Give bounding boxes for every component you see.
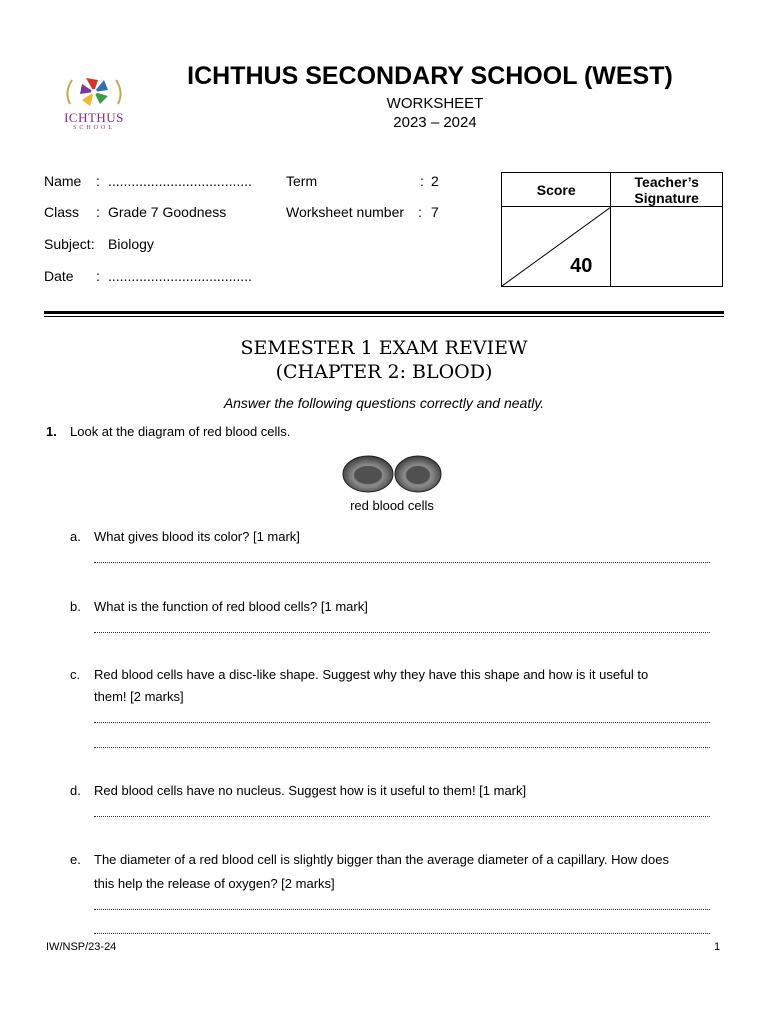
logo-text: ICHTHUS (64, 110, 124, 125)
logo-emblem-icon (56, 72, 132, 112)
footer-code: IW/NSP/23-24 (46, 941, 117, 953)
red-blood-cells-diagram (340, 454, 444, 494)
answer-line[interactable] (94, 932, 710, 934)
part-letter: b. (70, 599, 81, 614)
school-name: ICHTHUS SECONDARY SCHOOL (WEST) (187, 62, 673, 90)
subject-label: Subject: (44, 236, 95, 252)
worksheet-value: 7 (431, 204, 439, 220)
part-letter: a. (70, 529, 81, 544)
answer-line[interactable] (94, 746, 710, 748)
score-cell[interactable] (502, 207, 611, 287)
part-c-text: Red blood cells have a disc-like shape. Suggest why they have this shape and how is it useful to (94, 667, 649, 682)
part-letter: d. (70, 783, 81, 798)
answer-line[interactable] (94, 815, 710, 817)
diagram-caption: red blood cells (350, 498, 434, 513)
divider-thin (44, 316, 724, 317)
date-value: ..................................... (108, 268, 252, 284)
class-label: Class (44, 204, 80, 220)
score-table (501, 172, 723, 287)
colon: : (96, 268, 100, 284)
term-value: 2 (431, 173, 439, 189)
logo-subtext: SCHOOL (72, 125, 115, 131)
signature-label-line2: Signature (634, 189, 699, 206)
name-value: ..................................... (108, 173, 252, 189)
question-text: Look at the diagram of red blood cells. (70, 424, 291, 439)
subject-value: Biology (108, 236, 154, 252)
part-b-text: What is the function of red blood cells? [1 mark] (94, 599, 368, 614)
name-label: Name (44, 173, 82, 189)
instruction: Answer the following questions correctly and neatly. (223, 395, 545, 411)
part-e-text-cont: this help the release of oxygen? [2 marks] (94, 876, 335, 891)
diagonal-line (502, 207, 611, 286)
score-header: Score (502, 173, 611, 207)
answer-line[interactable] (94, 561, 710, 563)
term-label: Term (286, 173, 318, 189)
part-letter: c. (70, 667, 81, 682)
colon: : (420, 173, 424, 189)
question-number: 1. (46, 424, 57, 439)
document-type: WORKSHEET (386, 95, 484, 112)
score-total: 40 (570, 255, 593, 277)
school-logo (56, 72, 132, 134)
answer-line[interactable] (94, 908, 710, 910)
part-letter: e. (70, 852, 81, 867)
worksheet-title: SEMESTER 1 EXAM REVIEW (240, 337, 528, 359)
part-a-text: What gives blood its color? [1 mark] (94, 529, 300, 544)
colon: : (418, 204, 422, 220)
colon: : (96, 173, 100, 189)
academic-year: 2023 – 2024 (393, 114, 477, 131)
worksheet-label: Worksheet number (286, 204, 405, 220)
class-value: Grade 7 Goodness (108, 204, 227, 220)
divider-thick (44, 311, 724, 314)
part-e-text: The diameter of a red blood cell is slightly bigger than the average diameter of a capillary. How does (94, 852, 669, 867)
answer-line[interactable] (94, 721, 710, 723)
part-d-text: Red blood cells have no nucleus. Suggest how is it useful to them! [1 mark] (94, 783, 527, 798)
page-number: 1 (714, 941, 721, 953)
answer-line[interactable] (94, 631, 710, 633)
date-label: Date (44, 268, 74, 284)
signature-cell[interactable] (611, 207, 723, 287)
signature-header (611, 173, 723, 207)
signature-label-line1: Teacher’s (634, 173, 699, 190)
part-c-text-cont: them! [2 marks] (94, 689, 184, 704)
colon: : (96, 204, 100, 220)
worksheet-subtitle: (CHAPTER 2: BLOOD) (275, 361, 493, 383)
